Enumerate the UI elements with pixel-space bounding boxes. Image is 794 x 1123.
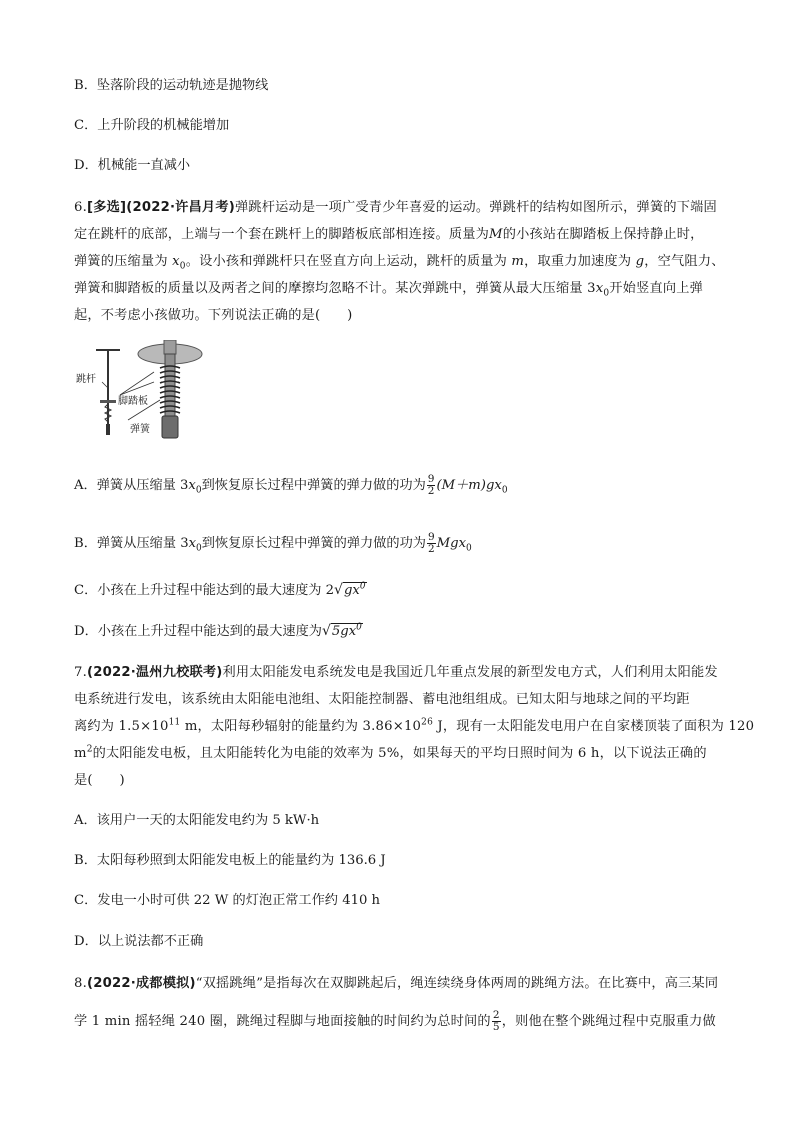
q8-line-2 (74, 1010, 716, 1033)
q6-text: 。设小孩和弹跳杆只在竖直方向上运动，跳杆的质量为 (185, 254, 512, 269)
q6-text: 定在跳杆的底部，上端与一个套在跳杆上的脚踏板底部相连接。质量为 (74, 227, 490, 242)
q6-option-b (74, 532, 472, 555)
sqrt-expression: $√5gx^0$ (321, 622, 362, 639)
q7-option-c: C．发电一小时可供 22 W 的灯泡正常工作约 410 h (74, 893, 381, 908)
pogo-stick-small-icon (96, 350, 120, 435)
sqrt-body: 5gx (331, 624, 357, 639)
q7-option-b: B．太阳每秒照到太阳能发电板上的能量约为 136.6 J (74, 853, 386, 868)
q7-text: 利用太阳能发电系统发电是我国近几年重点发展的新型发电方式，人们利用太阳能发 (222, 665, 718, 680)
figure-label-pedal: 脚踏板 (118, 396, 148, 407)
q5-option-b: B．坠落阶段的运动轨迹是抛物线 (74, 78, 269, 93)
q7-text: m (74, 746, 87, 761)
q6-opt-text: 到恢复原长过程中弹簧的弹力做的功为 (201, 478, 426, 493)
frac-den: 2 (427, 543, 435, 555)
fraction-9-2 (427, 474, 436, 497)
q6-line-2 (74, 225, 704, 245)
frac-num: 9 (427, 473, 435, 485)
q8-line-1 (74, 974, 718, 994)
frac-num: 2 (492, 1009, 500, 1021)
q7-text: 的太阳能发电板，且太阳能转化为电能的效率为 5%，如果每天的平均日照时间为 6 h，以下说法正确的 (92, 746, 707, 761)
q7-option-d: D．以上说法都不正确 (74, 934, 204, 949)
fraction-2-5 (492, 1010, 501, 1033)
q6-opt-text: B．弹簧从压缩量 3 (74, 536, 189, 551)
figure-label-pole: 跳杆 (76, 374, 96, 385)
frac-num: 9 (427, 531, 435, 543)
q6-text: 的小孩站在脚踏板上保持静止时， (502, 227, 704, 242)
q7-line-1 (74, 663, 718, 683)
q6-sub-0: 0 (501, 485, 508, 496)
q8-text: 学 1 min 摇轻绳 240 圈，跳绳过程脚与地面接触的时间约为总时间的 (74, 1014, 491, 1029)
pogo-stick-figure (74, 340, 214, 442)
q7-text: J，现有一太阳能发电用户在自家楼顶装了面积为 120 (433, 719, 755, 734)
q7-option-a: A．该用户一天的太阳能发电约为 5 kW·h (74, 813, 320, 828)
q6-line-3 (74, 252, 725, 272)
q7-line-2: 电系统进行发电，该系统由太阳能电池组、太阳能控制器、蓄电池组组成。已知太阳与地球之间的平均距 (74, 692, 690, 707)
q7-line-5: 是( ) (74, 773, 125, 788)
q6-opt-text: A．弹簧从压缩量 3 (74, 478, 189, 493)
q7-text: m，太阳每秒辐射的能量约为 3.86×10 (180, 719, 422, 734)
q8-tag: (2022·成都模拟) (86, 976, 196, 991)
q6-var-m: m (511, 254, 525, 269)
q6-sub-0: 0 (466, 543, 472, 554)
q6-var-x: x (172, 254, 180, 269)
q6-number: 6. (74, 200, 87, 215)
q6-opt-text: 到恢复原长过程中弹簧的弹力做的功为 (201, 536, 426, 551)
frac-den: 5 (492, 1021, 500, 1033)
q6-option-c (74, 580, 367, 601)
q5-option-d: D．机械能一直减小 (74, 158, 191, 173)
q6-sub-0: 0 (196, 543, 202, 554)
q7-text: 离约为 1.5×10 (74, 719, 169, 734)
q6-text: 开始竖直向上弹 (609, 281, 704, 296)
q6-line-5: 起，不考虑小孩做功。下列说法正确的是( ) (74, 308, 353, 323)
q6-sub-0: 0 (195, 485, 202, 496)
q6-opt-text: C．小孩在上升过程中能达到的最大速度为 2 (74, 583, 335, 598)
q6-option-d (74, 621, 363, 642)
sqrt-expression: $√gx^0$ (334, 581, 366, 598)
q6-var-x: x (188, 478, 196, 493)
q8-text: “双摇跳绳”是指每次在双脚跳起后，绳连续绕身体两周的跳绳方法。在比赛中，高三某同 (195, 976, 719, 991)
fraction-9-2 (427, 532, 436, 555)
figure-label-spring: 弹簧 (130, 424, 150, 435)
q6-opt-expr: Mgx (436, 536, 467, 551)
q8-number: 8. (74, 976, 87, 991)
q6-text: 弹簧的压缩量为 (74, 254, 173, 269)
q7-number: 7. (74, 665, 87, 680)
q6-opt-text: D．小孩在上升过程中能达到的最大速度为 (74, 624, 322, 639)
q7-exp: 11 (168, 717, 181, 728)
q6-opt-expr: (M＋m)gx (436, 478, 502, 493)
q6-text: ，取重力加速度为 (524, 254, 636, 269)
q6-line-4 (74, 279, 703, 299)
q5-option-c: C．上升阶段的机械能增加 (74, 118, 230, 133)
q7-line-4 (74, 744, 707, 764)
q7-exp: 26 (421, 717, 434, 728)
q6-var-x: x (188, 536, 197, 551)
q6-sup-0: 0 (359, 581, 366, 592)
q7-tag: (2022·温州九校联考) (86, 665, 223, 680)
q6-tag: [多选](2022·许昌月考) (86, 200, 235, 215)
sqrt-body: gx (343, 583, 360, 598)
q7-exp: 2 (86, 744, 93, 755)
q6-sub-0: 0 (603, 288, 610, 299)
q6-line-1 (74, 198, 717, 218)
q8-text: ，则他在整个跳绳过程中克服重力做 (501, 1014, 716, 1029)
q6-text: 弹跳杆运动是一项广受青少年喜爱的运动。弹跳杆的结构如图所示，弹簧的下端固 (234, 200, 717, 215)
q6-var-x: x (595, 281, 604, 296)
q6-option-a (74, 474, 508, 497)
q6-text: ，空气阻力、 (644, 254, 725, 269)
q6-sub-0: 0 (179, 261, 186, 272)
q6-var-g: g (635, 254, 645, 269)
q7-line-3 (74, 717, 754, 737)
q6-text: 弹簧和脚踏板的质量以及两者之间的摩擦均忽略不计。某次弹跳中，弹簧从最大压缩量 3 (74, 281, 596, 296)
frac-den: 2 (427, 485, 435, 497)
q6-var-M: M (489, 227, 503, 242)
q6-sup-0: 0 (356, 622, 362, 633)
